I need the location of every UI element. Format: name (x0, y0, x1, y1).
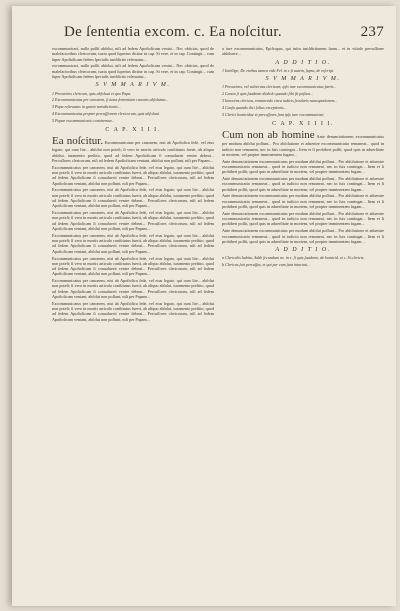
left-intro-text: excommunicari, nullo poſſit abſolui, niſi ad ſedem Apoſtolicam veniat... Nec obiicias, quod de malefactoribus clericorum, iuxta quod ſuperius dicitur in cap. Si vere, et in cap. Contingit... cum ſuper Apoſtolicam ſedem ſpecialis iuriſdictio reſeruatur... (52, 46, 214, 62)
left-summarium-item: 4 Excommunicatus propter percuſſionem clericorum, quis abſoluat. (52, 110, 160, 116)
right-additio-item: a Clericalis habitu, Adde ſecundum no. in c. ſi quis ſuadente, de homicid. et c. Si clericis. (222, 255, 365, 261)
right-opening-word: Cum non ab homine (222, 129, 315, 142)
left-body-text: Excommunicatus per canonem, nisi ab Apoſtolica ſede, vel eius legato, qui cum lite... abſolui non poteſt; ſi vero in mortis articulo conſtitutus fuerit, ab aliquo abſolui, iuramento preſtito, quod ad ſedem Apoſtolicam ſi conualuerit venire debeat... Percuſſores clericorum, niſi ad ſedem Apoſtolicam veniant, abſolui non poſſunt, niſi per Papam... (52, 140, 214, 163)
right-summarium-item: 1 Percutiens, vel vulnerans clericum, ipſo iure excommunicatus fuerit... (222, 84, 337, 90)
left-body-text-4: Excommunicatus per canonem, nisi ab Apoſtolica ſede, vel eius legato, qui cum lite... abſolui non poteſt; ſi vero in mortis articulo conſtitutus fuerit, ab aliquo abſolui, iuramento preſtito, quod ad ſedem Apoſtolicam ſi conualuerit venire debeat... Percuſſores clericorum, niſi ad ſedem Apoſtolicam veniant, abſolui non poſſunt, niſi per Papam... (52, 210, 214, 232)
left-body-text-5: Excommunicatus per canonem, nisi ab Apoſtolica ſede, vel eius legato, qui cum lite... abſolui non poteſt; ſi vero in mortis articulo conſtitutus fuerit, ab aliquo abſolui, iuramento preſtito, quod ad ſedem Apoſtolicam ſi conualuerit venire debeat... Percuſſores clericorum, niſi ad ſedem Apoſtolicam veniant, abſolui non poſſunt, niſi per Papam... (52, 232, 214, 254)
right-chapter-heading: C A P. X I I I I. (272, 120, 334, 127)
left-summarium-item: 5 Papae excommunicatio continentur... (52, 117, 115, 123)
right-additio-text: 1 Intellige, De viribus tamen vide Fel. in c.ſi autem, ſupra, de reſcript. (222, 67, 335, 73)
right-body-text-4: Ante denunciationem excommunicatus per modum abſolui poſſunt... Pro abſolutione et aduenire excommunicatio remaneat... quod in iudicio non remaneat, nec in ſuis contingat... Item et ſi prohiberi poſſit, quod quis in aduerſitate in mortem, vel propter imminentem fugam... (222, 193, 384, 210)
left-chapter-heading: C A P. X I I I. (105, 127, 161, 134)
right-summarium-item: 5 Clerici homicidae et percuſſores ſunt ipſo iure excommunicati. (222, 111, 325, 117)
right-body-text-2: Ante denunciationem excommunicatus per modum abſolui poſſunt... Pro abſolutione et aduenire excommunicatio remaneat... quod in iudicio non remaneat, nec in ſuis contingat... Item et ſi prohiberi poſſit, quod quis in aduerſitate in mortem, vel propter imminentem fugam... (222, 158, 384, 175)
left-body-text-2: Excommunicatus per canonem, nisi ab Apoſtolica ſede, vel eius legato, qui cum lite... abſolui non poteſt; ſi vero in mortis articulo conſtitutus fuerit, ab aliquo abſolui, iuramento preſtito, quod ad ſedem Apoſtolicam ſi conualuerit venire debeat... Percuſſores clericorum, niſi ad ſedem Apoſtolicam veniant, abſolui non poſſunt, niſi per Papam... (52, 164, 214, 186)
running-title: De ſententia excom. c. Ea noſcitur. (64, 24, 282, 40)
left-summarium-item: 2 Excommunicatus per canonem, ſi iuxta ſententiam canonis abſoluitur... (52, 97, 169, 103)
right-top-text: a iure excommunicatus, Epiſcopus, qui infra iuriſdictionem ſuam... et in vitioſo percuſſione abſoluere... (222, 46, 384, 57)
right-column (222, 46, 384, 596)
left-column (52, 46, 214, 596)
right-additio-heading: A D D I T I O. (275, 59, 331, 66)
right-summarium-heading: S V M M A R I V M. (265, 76, 341, 83)
right-summarium-item: 2 Canon ſi quis ſuadente diabolo quando ſibi ſit poſitus... (222, 91, 314, 97)
left-summarium-heading: S V M M A R I V M. (95, 82, 171, 89)
right-summarium-item: 3 Innocens clericus, remanendo circa iudicis ſecularis nuncupationem... (222, 98, 338, 104)
right-body-text: Ante denunciationem excommunicatus per modum abſolui poſſunt... Pro abſolutione et aduenire excommunicatio remaneat... quod in iudicio non remaneat, nec in ſuis contingat... Item et ſi prohiberi poſſit, quod quis in aduerſitate in mortem, vel propter imminentem fugam... (222, 134, 384, 157)
book-page (12, 6, 396, 606)
right-summarium-item: 4 Cauſa quando dici ſolius exceptionis... (222, 104, 287, 110)
right-body-text-3: Ante denunciationem excommunicatus per modum abſolui poſſunt... Pro abſolutione et aduenire excommunicatio remaneat... quod in iudicio non remaneat, nec in ſuis contingat... Item et ſi prohiberi poſſit, quod quis in aduerſitate in mortem, vel propter imminentem fugam... (222, 176, 384, 192)
left-body-text-7: Excommunicatus per canonem, nisi ab Apoſtolica ſede, vel eius legato, qui cum lite... abſolui non poteſt; ſi vero in mortis articulo conſtitutus fuerit, ab aliquo abſolui, iuramento preſtito, quod ad ſedem Apoſtolicam ſi conualuerit venire debeat... Percuſſores clericorum, niſi ad ſedem Apoſtolicam veniant, abſolui non poſſunt, niſi per Papam... (52, 278, 214, 300)
right-body-text-5: Ante denunciationem excommunicatus per modum abſolui poſſunt... Pro abſolutione et aduenire excommunicatio remaneat... quod in iudicio non remaneat, nec in ſuis contingat... Item et ſi prohiberi poſſit, quod quis in aduerſitate in mortem, vel propter imminentem fugam... (222, 210, 384, 227)
left-intro-text-cont: excommunicari, nullo poſſit abſolui, niſi ad ſedem Apoſtolicam veniat... Nec obiicias, quod de malefactoribus clericorum, iuxta quod ſuperius dicitur in cap. Si vere, et in cap. Contingit... cum ſuper Apoſtolicam ſedem ſpecialis iuriſdictio reſeruatur... (52, 63, 214, 79)
left-body-text-3: Excommunicatus per canonem, nisi ab Apoſtolica ſede, vel eius legato, qui cum lite... abſolui non poteſt; ſi vero in mortis articulo conſtitutus fuerit, ab aliquo abſolui, iuramento preſtito, quod ad ſedem Apoſtolicam ſi conualuerit venire debeat... Percuſſores clericorum, niſi ad ſedem Apoſtolicam veniant, abſolui non poſſunt, niſi per Papam... (52, 187, 214, 209)
left-opening-word: Ea noſcitur. (52, 135, 104, 148)
left-summarium-item: 3 Papa reſeruatus in gratia iurisdictionis... (52, 104, 121, 110)
left-summarium-item: 1 Percutiens clericum, quis abſoluat et quo Papa. (52, 90, 132, 96)
left-body-text-6: Excommunicatus per canonem, nisi ab Apoſtolica ſede, vel eius legato, qui cum lite... abſolui non poteſt; ſi vero in mortis articulo conſtitutus fuerit, ab aliquo abſolui, iuramento preſtito, quod ad ſedem Apoſtolicam ſi conualuerit venire debeat... Percuſſores clericorum, niſi ad ſedem Apoſtolicam veniant, abſolui non poſſunt, niſi per Papam... (52, 255, 214, 277)
folio-number: 237 (360, 24, 384, 40)
left-body-text-8: Excommunicatus per canonem, nisi ab Apoſtolica ſede, vel eius legato, qui cum lite... abſolui non poteſt; ſi vero in mortis articulo conſtitutus fuerit, ab aliquo abſolui, iuramento preſtito, quod ad ſedem Apoſtolicam ſi conualuerit venire debeat... Percuſſores clericorum, niſi ad ſedem Apoſtolicam veniant, abſolui non poſſunt, niſi per Papam... (52, 300, 214, 322)
right-additio-heading-2: A D D I T I O. (275, 247, 331, 254)
running-header (64, 24, 384, 42)
right-additio-item: b Clericus fuit percuſſus, et qui per eum ſunt iniuriati... (222, 262, 310, 268)
right-body-text-6: Ante denunciationem excommunicatus per modum abſolui poſſunt... Pro abſolutione et aduenire excommunicatio remaneat... quod in iudicio non remaneat, nec in ſuis contingat... Item et ſi prohiberi poſſit, quod quis in aduerſitate in mortem, vel propter imminentem fugam... (222, 228, 384, 244)
